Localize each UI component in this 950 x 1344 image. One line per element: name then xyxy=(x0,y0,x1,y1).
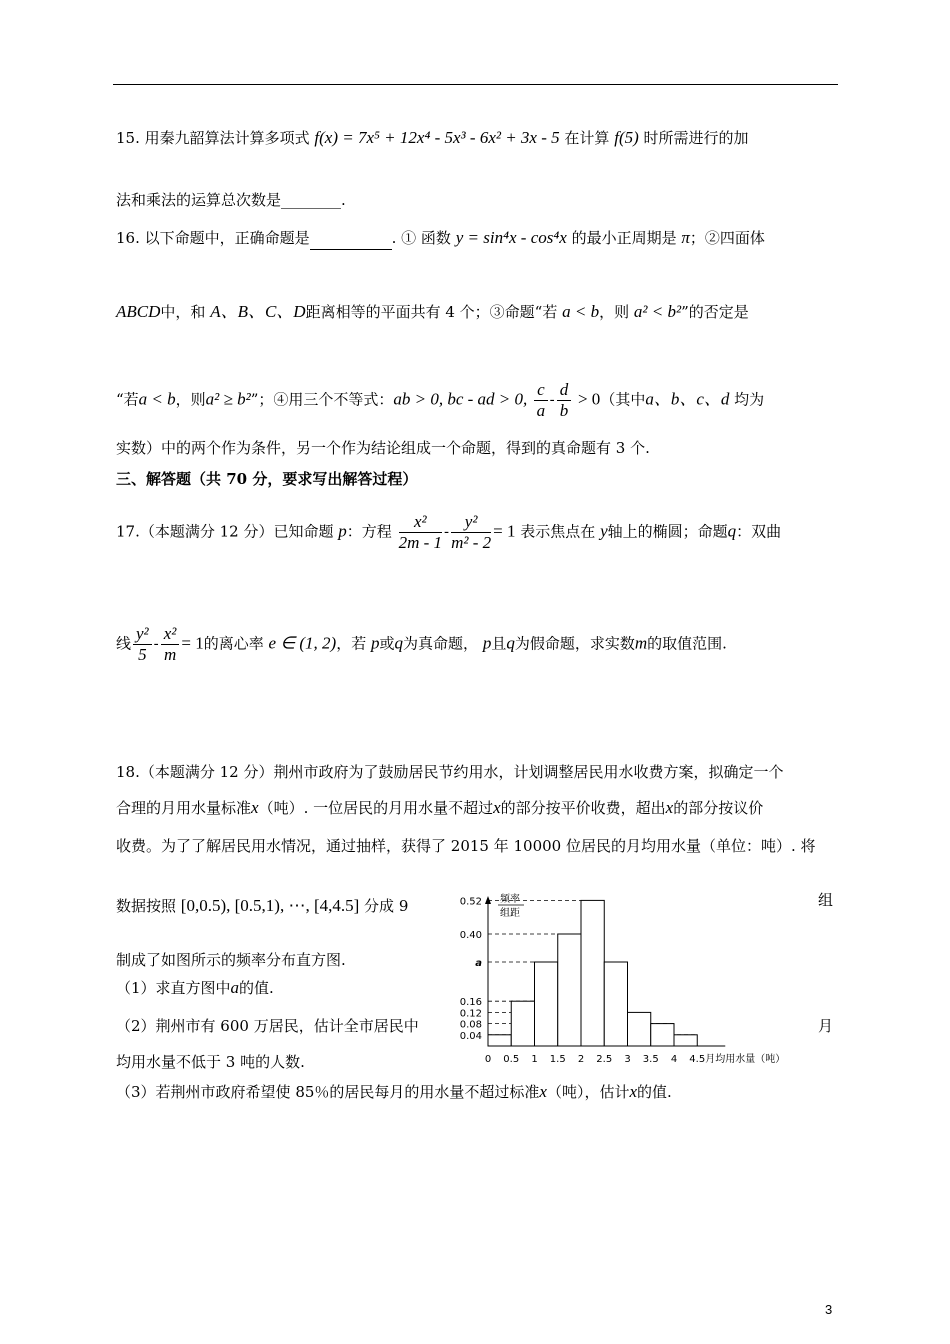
q18-line1: 18.（本题满分 12 分）荆州市政府为了鼓励居民节约用水，计划调整居民用水收费方案，拟确定一个 xyxy=(116,763,784,781)
frac-num: x² xyxy=(399,512,442,533)
q15-line1 xyxy=(116,126,749,150)
q15-text-b: 在计算 xyxy=(564,129,610,147)
q16-cond: a < b xyxy=(562,302,600,321)
histogram-bar xyxy=(488,1035,511,1046)
frac-den: b xyxy=(559,401,569,420)
q17-line1: 17.（本题满分 12 分）已知命题 p：方程 $\frac{\text{x²}}{2m - 1}$ - $\frac{\text{y²}}{\text{m² - 2}}$ = 1 表示焦点在 y轴上的椭圆；命题q：双曲 xyxy=(116,512,782,552)
q16-text-j: ，则 xyxy=(175,390,206,409)
frac-den: 5 xyxy=(138,645,147,664)
page-number: 3 xyxy=(825,1302,833,1317)
y-tick-label: 0.40 xyxy=(459,930,482,941)
x-tick-label: 1.5 xyxy=(549,1054,566,1065)
q16-abcd: ABCD xyxy=(116,302,161,321)
frac-num: d xyxy=(557,380,572,401)
y-tick-label: 0.08 xyxy=(459,1019,482,1031)
q17-text-h: ，若 xyxy=(336,634,367,653)
histogram-bar xyxy=(674,1035,697,1046)
q17-q: q xyxy=(727,521,737,541)
histogram-bar xyxy=(535,962,558,1046)
q16-text-f: 距离相等的平面共有 4 个；③命题“若 xyxy=(305,303,558,321)
q18-text-h: （1）求直方图中 xyxy=(116,979,231,997)
histogram-bar xyxy=(604,962,627,1046)
q16-function: y = sin⁴x - cos⁴x xyxy=(455,228,567,247)
q16-text-l: （其中 xyxy=(600,390,646,409)
q17-text-c: 表示焦点在 xyxy=(520,522,596,541)
q16-frac-db xyxy=(557,380,572,421)
q18-part3 xyxy=(116,1080,672,1104)
q16-answer-blank xyxy=(310,249,392,250)
q17-p: p xyxy=(338,521,347,541)
q18-x3: x xyxy=(665,798,674,817)
q16-ineq: ab > 0, bc - ad > 0, xyxy=(393,389,528,409)
x-tick-label: 2 xyxy=(577,1054,585,1065)
q17-q2: q xyxy=(394,633,404,653)
x-tick-label: 3.5 xyxy=(642,1054,659,1065)
q16-concl: a² < b² xyxy=(633,302,682,321)
q15-text-c: 时所需进行的加 xyxy=(643,129,749,147)
histogram-bar xyxy=(511,1001,534,1046)
q18-x5: x xyxy=(629,1082,638,1101)
q16-frac-ca xyxy=(534,380,548,421)
q15-polynomial: f(x) = 7x⁵ + 12x⁴ - 5x³ - 6x² + 3x - 5 xyxy=(314,128,560,147)
q18-text-e: 数据按照 xyxy=(116,897,177,915)
q18-text-i: 的值. xyxy=(239,979,274,997)
q16-cond2: a < b xyxy=(138,389,176,409)
q15-line2: 法和乘法的运算总次数是________. xyxy=(116,191,346,209)
q18-a: a xyxy=(230,978,240,997)
q15-text-a: 15. 用秦九韶算法计算多项式 xyxy=(116,129,310,147)
q18-text-k: （吨），估计 xyxy=(546,1083,630,1101)
q16-vars: a、b、c、d xyxy=(645,389,730,409)
y-axis-label-bottom: 组距 xyxy=(500,908,520,919)
x-tick-label: 0.5 xyxy=(503,1054,520,1065)
section-heading: 三、解答题（共 70 分，要求写出解答过程） xyxy=(116,470,418,488)
q17-q3: q xyxy=(506,633,515,653)
q16-text-g: ，则 xyxy=(599,303,630,321)
q18-line5: 制成了如图所示的频率分布直方图. xyxy=(116,951,346,969)
q17-text-b: ：方程 xyxy=(346,522,392,541)
q16-line2 xyxy=(116,300,749,324)
q18-part1 xyxy=(116,976,274,1000)
q18-text-b: （吨）. 一位居民的月用水量不超过 xyxy=(258,799,494,817)
frac-den: 2m - 1 xyxy=(398,533,443,552)
q17-text-a: 17.（本题满分 12 分）已知命题 xyxy=(116,522,334,541)
q17-p3: p xyxy=(482,633,492,653)
q17-text-l: 为假命题，求实数 xyxy=(514,634,635,653)
q17-text-e: ：双曲 xyxy=(736,522,782,541)
q17-frac2 xyxy=(451,512,491,553)
q16-text-a: 16. 以下命题中，正确命题是 xyxy=(116,229,310,247)
frequency-histogram xyxy=(450,888,810,1070)
q18-line4 xyxy=(116,894,408,918)
y-tick-label: 0.12 xyxy=(459,1008,482,1020)
frac-den: m xyxy=(163,645,177,664)
q16-text-h: ”的否定是 xyxy=(681,303,749,321)
q16-line3: “若a < b，则a² ≥ b²”；④用三个不等式：ab > 0, bc - ad > 0, $\frac{c}{a}$ - $\frac{d}{b}$ > 0（其中a、b、c、d 均为 xyxy=(116,380,765,420)
frac-num: c xyxy=(534,380,548,401)
frac-num: y² xyxy=(133,624,152,645)
q18-line2 xyxy=(116,796,763,820)
x-tick-label: 2.5 xyxy=(596,1054,613,1065)
q16-line4: 实数）中的两个作为条件，另一个作为结论组成一个命题，得到的真命题有 3 个. xyxy=(116,439,650,457)
q18-part2-cont: 均用水量不低于 3 吨的人数. xyxy=(116,1053,305,1071)
q16-text-c: 的最小正周期是 xyxy=(571,229,677,247)
frac-num: x² xyxy=(161,624,180,645)
q17-eccentricity: e ∈ (1, 2) xyxy=(268,633,337,653)
q17-m: m xyxy=(634,633,648,653)
histogram-bar xyxy=(558,934,581,1046)
histogram-bar xyxy=(651,1024,674,1046)
q18-x1: x xyxy=(251,798,259,817)
frac-den: m² - 2 xyxy=(451,533,492,552)
header-rule xyxy=(113,84,838,85)
q16-text-i: “若 xyxy=(116,390,139,409)
x-tick-label: 4 xyxy=(670,1054,678,1065)
q18-part2-right: 月 xyxy=(818,1017,834,1035)
q17-frac3 xyxy=(133,624,152,665)
q17-text-g: 的离心率 xyxy=(203,634,264,653)
frac-num: y² xyxy=(451,512,491,533)
q17-eq2: = 1 xyxy=(181,633,204,653)
q16-text-m: 均为 xyxy=(734,390,765,409)
histogram-bar xyxy=(628,1012,651,1046)
q17-p2: p xyxy=(371,633,380,653)
q17-y: y xyxy=(600,521,608,541)
q18-text-g: 组 xyxy=(818,891,834,909)
q18-text-a: 合理的月用水量标准 xyxy=(116,799,252,817)
q16-text-e: 中，和 xyxy=(160,303,206,321)
q17-text-f: 线 xyxy=(116,634,132,653)
x-tick-label: 1 xyxy=(531,1054,538,1065)
q18-text-l: 的值. xyxy=(637,1083,672,1101)
x-axis-label: 月均用水量（吨） xyxy=(705,1054,786,1065)
q18-text-f: 分成 9 xyxy=(364,897,409,915)
q18-intervals: [0,0.5), [0.5,1), ⋯, [4,4.5] xyxy=(180,896,360,915)
q18-part2: （2）荆州市有 600 万居民，估计全市居民中 xyxy=(116,1017,419,1035)
q17-text-i: 或 xyxy=(379,634,395,653)
q16-gt0: > 0 xyxy=(577,389,601,409)
q17-text-d: 轴上的椭圆；命题 xyxy=(607,522,728,541)
q18-text-c: 的部分按平价收费，超出 xyxy=(500,799,666,817)
y-axis-label-top: 频率 xyxy=(500,894,520,905)
q17-text-k: 且 xyxy=(491,634,507,653)
x-tick-label: 0 xyxy=(484,1054,492,1065)
q18-text-j: （3）若荆州市政府希望使 85％的居民每月的用水量不超过标准 xyxy=(116,1083,540,1101)
q17-frac4 xyxy=(161,624,180,665)
q18-x2: x xyxy=(493,798,501,817)
x-tick-label: 3 xyxy=(624,1054,631,1065)
q17-line2: 线 $\frac{\text{y²}}{5}$ - $\frac{\text{x²}}{m}$ = 1的离心率 e ∈ (1, 2)，若 p或q为真命题， p且q为假命题，求实数m的取值范围. xyxy=(116,624,727,664)
q16-points: A、B、C、D xyxy=(210,302,306,321)
q17-text-j: 为真命题， xyxy=(403,634,479,653)
q18-x4: x xyxy=(539,1082,547,1101)
q17-frac1 xyxy=(399,512,442,553)
q16-text-d: ；②四面体 xyxy=(689,229,765,247)
q16-line1 xyxy=(116,226,765,250)
q16-pi: π xyxy=(681,228,690,247)
y-tick-label: 0.16 xyxy=(459,997,482,1009)
q16-text-b: . ① 函数 xyxy=(391,229,451,247)
y-tick-label: 0.52 xyxy=(459,896,482,908)
q18-text-d: 的部分按议价 xyxy=(673,799,764,817)
q15-f5: f(5) xyxy=(614,128,639,147)
x-tick-label: 4.5 xyxy=(689,1054,706,1065)
q17-eq1: = 1 xyxy=(493,521,516,541)
y-tick-label: a xyxy=(475,958,482,969)
q17-text-m: 的取值范围. xyxy=(647,634,727,653)
q16-text-k: ”；④用三个不等式： xyxy=(250,390,394,409)
y-tick-label: 0.04 xyxy=(459,1030,482,1042)
q16-negation: a² ≥ b² xyxy=(205,389,251,409)
histogram-bar xyxy=(581,900,604,1046)
q18-line3: 收费。为了了解居民用水情况，通过抽样，获得了 2015 年 10000 位居民的月均用水量（单位：吨）. 将 xyxy=(116,837,816,855)
frac-den: a xyxy=(536,401,546,420)
